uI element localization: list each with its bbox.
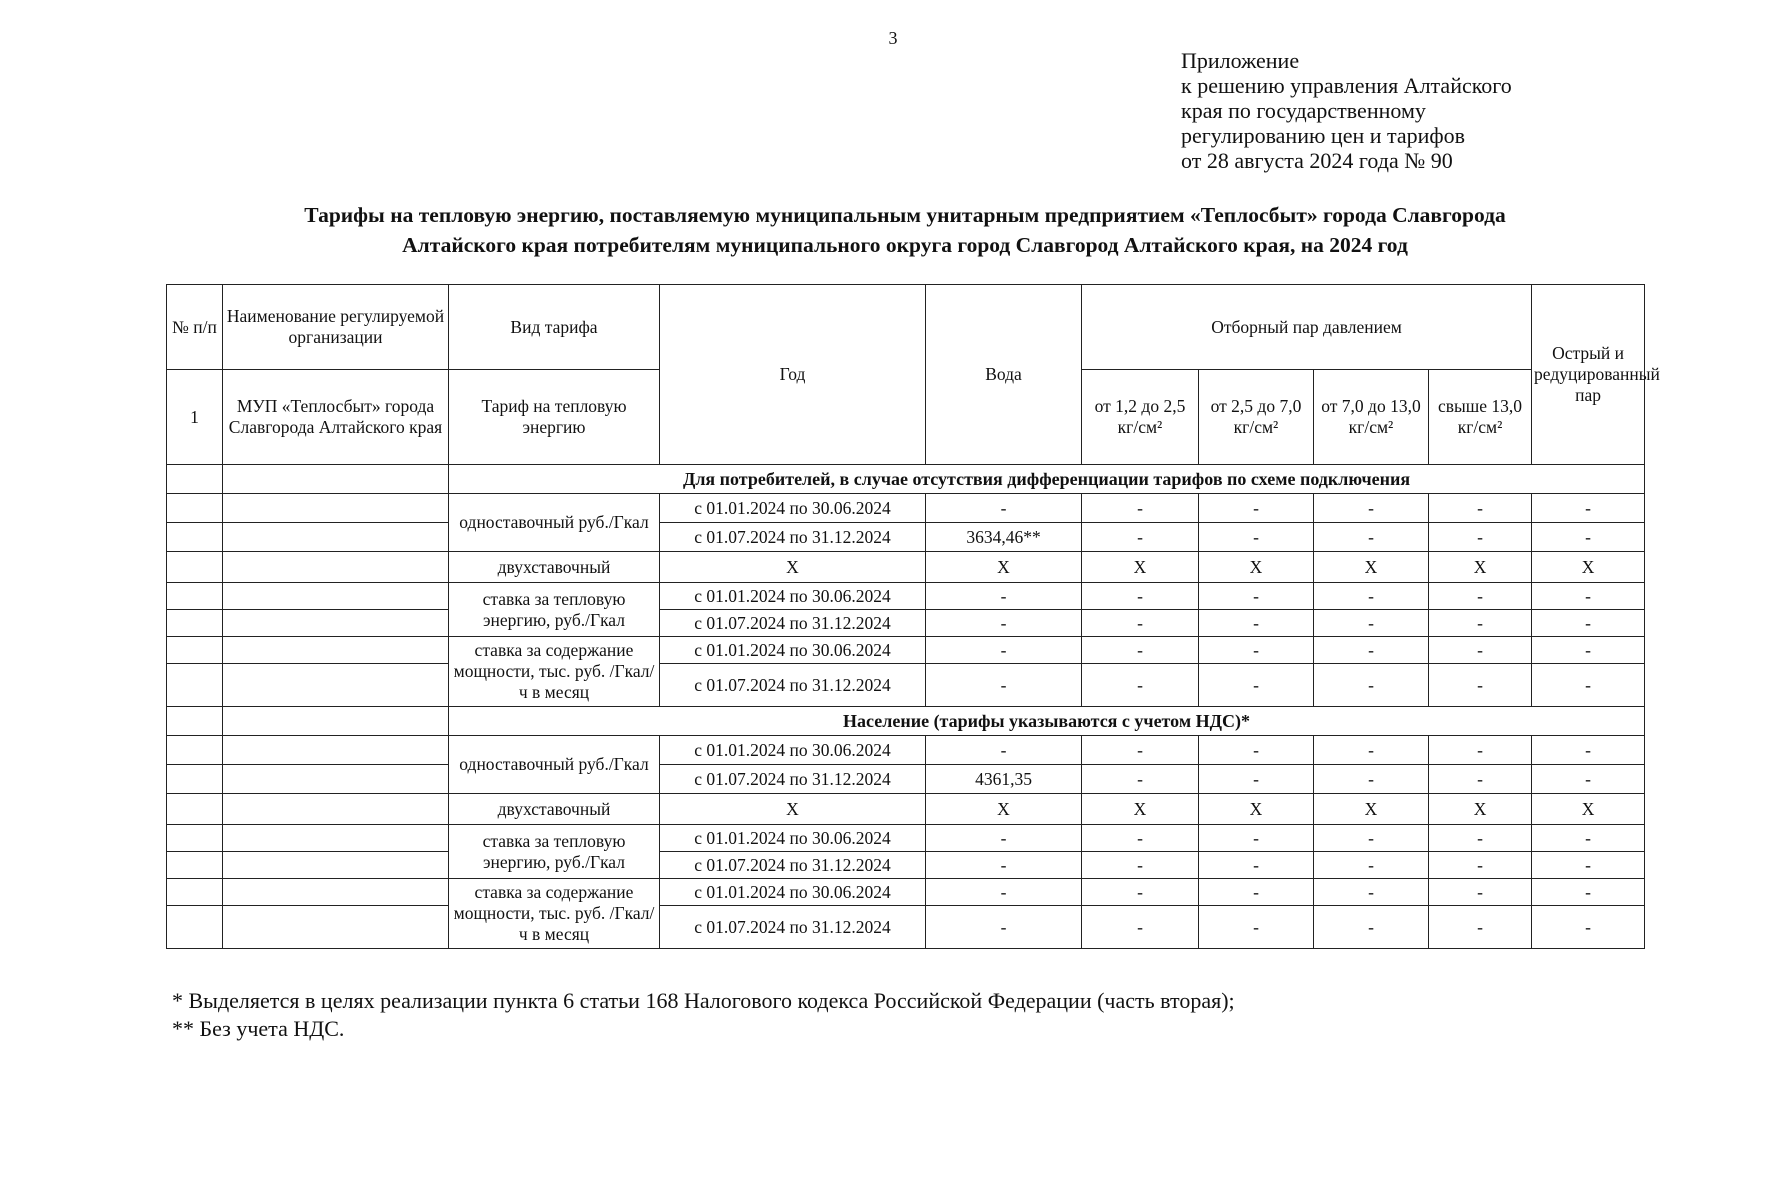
value-cell: - xyxy=(1429,583,1532,610)
one-rate-row xyxy=(167,736,1645,765)
appendix-line: регулированию цен и тарифов xyxy=(1181,123,1466,148)
value-cell: - xyxy=(926,736,1082,765)
period-cell: с 01.01.2024 по 30.06.2024 xyxy=(660,879,926,906)
value-cell: - xyxy=(926,852,1082,879)
empty-cell xyxy=(167,879,223,906)
value-cell: - xyxy=(1314,610,1429,637)
value-cell: X xyxy=(1532,794,1645,825)
value-cell: - xyxy=(1429,825,1532,852)
section-title: Население (тарифы указываются с учетом НДС)* xyxy=(449,707,1645,736)
footnotes xyxy=(172,987,1235,1043)
value-cell: - xyxy=(926,664,1082,707)
value-cell: X xyxy=(926,794,1082,825)
value-cell: - xyxy=(1082,664,1199,707)
section-title-row xyxy=(167,465,1645,494)
empty-cell xyxy=(167,825,223,852)
footnote: ** Без учета НДС. xyxy=(172,1016,345,1041)
value-cell: - xyxy=(1082,610,1199,637)
capacity-rate-row xyxy=(167,637,1645,664)
value-cell: - xyxy=(1082,906,1199,949)
page-number: 3 xyxy=(888,28,898,48)
empty-cell xyxy=(223,765,449,794)
empty-cell xyxy=(223,494,449,523)
period-cell: с 01.07.2024 по 31.12.2024 xyxy=(660,610,926,637)
value-cell: - xyxy=(1532,765,1645,794)
empty-cell xyxy=(223,825,449,852)
value-cell: - xyxy=(1429,906,1532,949)
title-line: Тарифы на тепловую энергию, поставляемую муниципальным унитарным предприятием «Теплосбыт» города Славгорода xyxy=(304,203,1506,227)
energy-rate-label: ставка за тепловую энергию, руб./Гкал xyxy=(449,825,660,879)
appendix-line: Приложение xyxy=(1181,48,1300,73)
value-cell: - xyxy=(1532,637,1645,664)
value-cell: - xyxy=(1199,494,1314,523)
value-cell: 4361,35 xyxy=(926,765,1082,794)
empty-cell xyxy=(167,494,223,523)
value-cell: - xyxy=(1314,494,1429,523)
header-steam: Отборный пар давлением xyxy=(1082,285,1532,370)
value-cell: - xyxy=(1199,637,1314,664)
empty-cell xyxy=(167,736,223,765)
value-cell: - xyxy=(1199,765,1314,794)
empty-cell xyxy=(167,637,223,664)
period-cell: с 01.01.2024 по 30.06.2024 xyxy=(660,736,926,765)
one-rate-row xyxy=(167,523,1645,552)
value-cell: X xyxy=(1199,794,1314,825)
period-cell: с 01.07.2024 по 31.12.2024 xyxy=(660,852,926,879)
empty-cell xyxy=(167,583,223,610)
empty-cell xyxy=(167,610,223,637)
capacity-rate-label: ставка за содержание мощности, тыс. руб. /Гкал/ч в месяц xyxy=(449,879,660,949)
value-cell: X xyxy=(1532,552,1645,583)
header-pressure-4: свыше 13,0 кг/см² xyxy=(1429,370,1532,465)
empty-cell xyxy=(223,552,449,583)
energy-rate-row xyxy=(167,825,1645,852)
value-cell: - xyxy=(1314,906,1429,949)
value-cell: - xyxy=(926,879,1082,906)
empty-cell xyxy=(167,765,223,794)
value-cell: - xyxy=(1532,494,1645,523)
value-cell: - xyxy=(1199,879,1314,906)
empty-cell xyxy=(167,552,223,583)
appendix-line: к решению управления Алтайского xyxy=(1181,73,1512,98)
org-name: МУП «Теплосбыт» города Славгорода Алтайского края xyxy=(223,370,449,465)
header-pressure-2: от 2,5 до 7,0 кг/см² xyxy=(1199,370,1314,465)
value-cell: X xyxy=(1082,794,1199,825)
empty-cell xyxy=(223,879,449,906)
org-num: 1 xyxy=(167,370,223,465)
capacity-rate-row xyxy=(167,664,1645,707)
value-cell: - xyxy=(1532,852,1645,879)
header-pressure-3: от 7,0 до 13,0 кг/см² xyxy=(1314,370,1429,465)
header-row xyxy=(167,285,1645,370)
header-org: Наименование регулируемой организации xyxy=(223,285,449,370)
two-rate-label: двухставочный xyxy=(449,552,660,583)
value-cell: - xyxy=(1532,610,1645,637)
energy-rate-row xyxy=(167,610,1645,637)
header-water: Вода xyxy=(926,285,1082,465)
value-cell: - xyxy=(1082,736,1199,765)
value-cell: - xyxy=(1199,736,1314,765)
value-cell: - xyxy=(1429,637,1532,664)
value-cell: - xyxy=(1429,765,1532,794)
empty-cell xyxy=(167,852,223,879)
period-cell: с 01.07.2024 по 31.12.2024 xyxy=(660,664,926,707)
empty-cell xyxy=(223,583,449,610)
value-cell: - xyxy=(926,637,1082,664)
energy-rate-label: ставка за тепловую энергию, руб./Гкал xyxy=(449,583,660,637)
value-cell: - xyxy=(1429,523,1532,552)
period-cell: с 01.01.2024 по 30.06.2024 xyxy=(660,637,926,664)
header-pressure-1: от 1,2 до 2,5 кг/см² xyxy=(1082,370,1199,465)
value-cell: - xyxy=(1429,610,1532,637)
value-cell: X xyxy=(1429,552,1532,583)
value-cell: - xyxy=(1532,879,1645,906)
value-cell: - xyxy=(1429,879,1532,906)
value-cell: - xyxy=(926,610,1082,637)
period-cell: с 01.01.2024 по 30.06.2024 xyxy=(660,583,926,610)
period-cell: с 01.07.2024 по 31.12.2024 xyxy=(660,523,926,552)
capacity-rate-row xyxy=(167,879,1645,906)
header-sharp-steam: Острый и редуцированный пар xyxy=(1532,285,1645,465)
empty-cell xyxy=(223,523,449,552)
two-rate-label: двухставочный xyxy=(449,794,660,825)
value-cell: X xyxy=(1082,552,1199,583)
appendix-line: края по государственному xyxy=(1181,98,1426,123)
value-cell: - xyxy=(1532,906,1645,949)
empty-cell xyxy=(223,664,449,707)
value-cell: - xyxy=(1082,494,1199,523)
value-cell: - xyxy=(1199,610,1314,637)
org-tariff: Тариф на тепловую энергию xyxy=(449,370,660,465)
one-rate-row xyxy=(167,765,1645,794)
value-cell: - xyxy=(1314,637,1429,664)
value-cell: - xyxy=(1429,852,1532,879)
value-cell: - xyxy=(926,583,1082,610)
value-cell: - xyxy=(1082,852,1199,879)
empty-cell xyxy=(167,523,223,552)
capacity-rate-row xyxy=(167,906,1645,949)
value-cell: 3634,46** xyxy=(926,523,1082,552)
appendix-line: от 28 августа 2024 года № 90 xyxy=(1181,148,1453,173)
energy-rate-row xyxy=(167,852,1645,879)
value-cell: X xyxy=(1199,552,1314,583)
value-cell: X xyxy=(926,552,1082,583)
empty-cell xyxy=(167,465,223,494)
value-cell: - xyxy=(1429,494,1532,523)
title-line: Алтайского края потребителям муниципального округа город Славгород Алтайского края, на 2024 год xyxy=(402,233,1408,257)
header-year: Год xyxy=(660,285,926,465)
value-cell: - xyxy=(1532,583,1645,610)
empty-cell xyxy=(223,637,449,664)
tariffs-table xyxy=(166,284,1660,949)
energy-rate-row xyxy=(167,583,1645,610)
value-cell: - xyxy=(1082,765,1199,794)
period-cell: с 01.07.2024 по 31.12.2024 xyxy=(660,765,926,794)
one-rate-label: одноставочный руб./Гкал xyxy=(449,736,660,794)
empty-cell xyxy=(223,794,449,825)
period-cell: с 01.07.2024 по 31.12.2024 xyxy=(660,906,926,949)
value-cell: - xyxy=(1199,825,1314,852)
value-cell: - xyxy=(1314,852,1429,879)
value-cell: - xyxy=(1532,523,1645,552)
value-cell: - xyxy=(1532,736,1645,765)
empty-cell xyxy=(223,852,449,879)
capacity-rate-label: ставка за содержание мощности, тыс. руб. /Гкал/ч в месяц xyxy=(449,637,660,707)
value-cell: - xyxy=(1082,825,1199,852)
value-cell: - xyxy=(1199,523,1314,552)
footnote: * Выделяется в целях реализации пункта 6 статьи 168 Налогового кодекса Российской Федерации (часть вторая); xyxy=(172,988,1235,1013)
value-cell: X xyxy=(1314,552,1429,583)
document-title xyxy=(165,200,1645,260)
value-cell: - xyxy=(1314,765,1429,794)
value-cell: - xyxy=(1199,906,1314,949)
value-cell: - xyxy=(1082,523,1199,552)
value-cell: - xyxy=(1314,879,1429,906)
value-cell: - xyxy=(1429,664,1532,707)
value-cell: - xyxy=(1314,825,1429,852)
empty-cell xyxy=(167,707,223,736)
empty-cell xyxy=(167,906,223,949)
value-cell: - xyxy=(1532,664,1645,707)
value-cell: - xyxy=(1199,583,1314,610)
appendix-block xyxy=(1181,48,1512,173)
section-title: Для потребителей, в случае отсутствия дифференциации тарифов по схеме подключения xyxy=(449,465,1645,494)
value-cell: - xyxy=(1082,583,1199,610)
empty-cell xyxy=(223,736,449,765)
empty-cell xyxy=(167,794,223,825)
empty-cell xyxy=(223,707,449,736)
one-rate-label: одноставочный руб./Гкал xyxy=(449,494,660,552)
value-cell: - xyxy=(1314,523,1429,552)
value-cell: - xyxy=(1429,736,1532,765)
two-rate-row xyxy=(167,794,1645,825)
one-rate-row xyxy=(167,494,1645,523)
value-cell: - xyxy=(1082,879,1199,906)
value-cell: - xyxy=(926,906,1082,949)
value-cell: X xyxy=(660,552,926,583)
value-cell: - xyxy=(1314,664,1429,707)
value-cell: - xyxy=(1532,825,1645,852)
value-cell: X xyxy=(660,794,926,825)
value-cell: - xyxy=(926,494,1082,523)
empty-cell xyxy=(223,906,449,949)
value-cell: X xyxy=(1314,794,1429,825)
section-title-row xyxy=(167,707,1645,736)
value-cell: - xyxy=(926,825,1082,852)
period-cell: с 01.01.2024 по 30.06.2024 xyxy=(660,825,926,852)
empty-cell xyxy=(223,465,449,494)
value-cell: - xyxy=(1199,664,1314,707)
header-tariff-type: Вид тарифа xyxy=(449,285,660,370)
value-cell: - xyxy=(1314,583,1429,610)
value-cell: - xyxy=(1199,852,1314,879)
empty-cell xyxy=(167,664,223,707)
two-rate-row xyxy=(167,552,1645,583)
value-cell: - xyxy=(1314,736,1429,765)
value-cell: X xyxy=(1429,794,1532,825)
empty-cell xyxy=(223,610,449,637)
header-num: № п/п xyxy=(167,285,223,370)
period-cell: с 01.01.2024 по 30.06.2024 xyxy=(660,494,926,523)
value-cell: - xyxy=(1082,637,1199,664)
